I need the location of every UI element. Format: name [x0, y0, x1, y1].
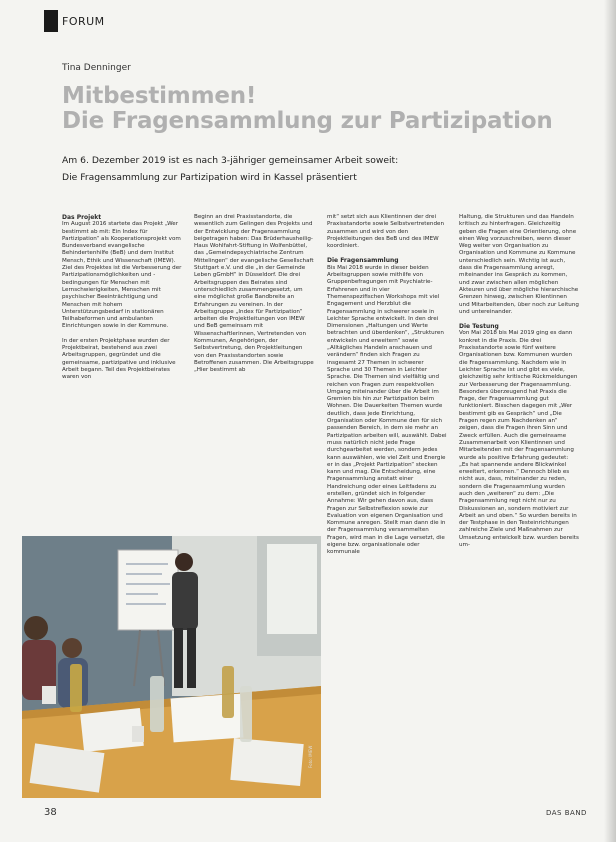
title-line-2: Die Fragensammlung zur Partizipation [62, 108, 553, 134]
article-lead [62, 152, 562, 186]
section-marker [44, 10, 58, 32]
text-column-1 [62, 214, 182, 389]
lead-line-1: Am 6. Dezember 2019 ist es nach 3-jähriger gemeinsamer Arbeit soweit: [62, 155, 399, 166]
photo-credit: Foto: IMEW [308, 745, 313, 768]
article-title [62, 84, 553, 134]
paragraph: Bis Mai 2018 wurde in dieser beiden Arbeitsgruppen sowie mithilfe von Gruppenbefragungen mit Psychiatrie-Erfahrenen und in vier Themenspezifischen Workshops mit viel Engagement und Herzblut die Fragensammlung in schwerer sowie in Leichter Sprache entwickelt. In den drei Dimensionen „Haltungen und Werte betrachten und überdenken“, „Strukturen entwickeln und erweitern“ sowie „Alltägliches Handeln anschauen und verändern“ finden sich Fragen zu insgesamt 27 Themen in schwerer Sprache und 30 Themen in Leichter Sprache. Die Themen sind vielfältig und reichen von Fragen zum respektvollen Umgang miteinander über die Arbeit im Gremien bis hin zur Partizipation beim Wohnen. Die Dauerkeiten Themen wurde deutlich, dass jede Einrichtung, Organisation oder Kommune den für sich passenden Bereich, in dem sie mehr an Partizipation arbeiten will, auswählt. Dabei muss natürlich nicht jede Frage durchgearbeitet werden, sondern jedes kann auswählen, wie viel Zeit und Energie er in das „Projekt Partizipation“ stecken kann und mag. Die Entscheidung, eine Fragensammlung anstatt einer Handreichung oder eines Leitfadens zu erstellen, gründet sich in folgender Annahme: Wir gehen davon aus, dass Fragen zur Selbstreflexion sowie zur Evaluation von eigenen Organisation und Kommune anregen. Stellt man dann die in der Fragensammlung versammelten Fragen, wird man in die Lage versetzt, die eigene bzw. organisationale oder kommunale [327, 264, 447, 556]
magazine-name: DAS BAND [546, 809, 587, 817]
title-line-1: Mitbestimmen! [62, 83, 257, 109]
paragraph: mit“ setzt sich aus Klientinnen der drei Praxisstandorte sowie Selbstvertretenden zusammen und wird von den Projektleitungen des BeB und des IMEW koordiniert. [327, 214, 445, 250]
page-number: 38 [44, 807, 57, 818]
paragraph: Beginn an drei Praxisstandorte, die wesentlich zum Gelingen des Projekts und der Entwicklung der Fragensammlung beigetragen haben: Das Brüderhausheilig-Haus Wohlfahrt-Stiftung in Wolfenbüttel, das „Gemeindepsychiatrische Zentrum Mittelingen“ der evangelische Gesellschaft Stuttgart e.V. und die „in der Gemeinde Leben gGmbH“ in Düsseldorf. Die drei Arbeitsgruppen des Beirates sind unterschiedlich zusammengesetzt, um eine möglichst große Bandbreite an Erfahrungen zu vereinen. In der Arbeitsgruppe „Index für Partizipation“ arbeiten die Projektleitungen von IMEW und BeB gemeinsam mit Wissenschaftlerinnen, Vertretenden von Kommunen, Angehörigen, der Selbstvertretung, den Projektleitungen von den Praxisstandorten sowie Betroffenen zusammen. Die Arbeitsgruppe „Hier bestimmt ab [194, 214, 314, 374]
heading-die-fragensammlung: Die Fragensammlung [327, 257, 399, 265]
text-column-3 [327, 214, 447, 564]
lead-line-2: Die Fragensammlung zur Partizipation wird in Kassel präsentiert [62, 172, 357, 183]
text-column-4 [459, 214, 579, 556]
page-edge-shadow [604, 0, 616, 842]
author-name: Tina Denninger [62, 63, 131, 73]
heading-die-testung: Die Testung [459, 323, 499, 331]
heading-das-projekt: Das Projekt [62, 214, 102, 221]
section-label: FORUM [62, 15, 105, 28]
paragraph: In der ersten Projektphase wurden der Projektbeirat, bestehend aus zwei Arbeitsgruppen, gegründet und die gemeinsame, partizipative und inklusive Arbeit begann. Teil des Projektbeirates waren von [62, 337, 176, 381]
workshop-scene-illustration [22, 536, 321, 798]
paragraph: Im August 2016 startete das Projekt „Wer bestimmt ab mit: Ein Index für Partizipation“ als Kooperationsprojekt vom Bundesverband evangelische Behindertenhilfe (BeB) und dem Institut Mensch, Ethik und Wissenschaft (IMEW). Ziel des Projektes ist die Verbesserung der Partizipationsmöglichkeiten und -bedingungen für Menschen mit Lernschwierigkeiten, Menschen mit psychischer Beeinträchtigung und Menschen mit hohem Unterstützungsbedarf in stationären Teilhabeformen und ambulanten Einrichtungen sowie in der Kommune. [62, 221, 182, 330]
workshop-photo [22, 536, 321, 798]
paragraph: Haltung, die Strukturen und das Handeln kritisch zu hinterfragen. Gleichzeitig geben die Fragen eine Orientierung, ohne einen Weg vorzuschreiben, wenn dieser Weg weiter von Organisation zu Organisation und Kommune zu Kommune unterschiedlich sein. Wichtig ist auch, dass die Fragensammlung anregt, miteinander ins Gespräch zu kommen, und zwar zwischen allen möglichen Akteuren und über mögliche hierarchische Grenzen hinweg, zwischen Klientinnen und Mitarbeitenden, über noch zur Leitung und untereinander. [459, 214, 579, 315]
text-column-2 [194, 214, 314, 382]
paragraph: Von Mai 2018 bis Mai 2019 ging es dann konkret in die Praxis. Die drei Praxisstandorte sowie fünf weitere Organisationen bzw. Kommunen wurden die Fragensammlung. Nachdem wie in Leichter Sprache ist und gibt es viele, gleichzeitig sehr kritische Rückmeldungen zur Verbesserung der Fragensammlung. Besonders überzeugend hat Praxis die Frage, der Fragensammlung gut funktioniert. Bisschen dagegen mit „Wer bestimmt gib es Gespräch“ und „Die Fragen regen zum Nachdenken an“ zeigen, dass die Fragen ihren Sinn und Zweck erfüllen. Auch die gemeinsame Zusammenarbeit von Klientinnen und Mitarbeitenden mit der Fragensammlung wurde als positive Erfahrung gedeutet: „Es hat spannende andere Blickwinkel erweitert, erkennen.“ Dennoch blieb es nicht aus, dass, miteinander zu reden, sondern die Fragensammlung wurden auch den „weiteren“ zu dem: „Die Fragensammlung regt nicht nur zu Diskussionen an, sondern motiviert zur Arbeit an und oben.“ So wurden bereits in der Testphase in den Testeinrichtungen zahlreiche Ziele und Maßnahmen zur Umsetzung entwickelt bzw. wurden bereits um- [459, 330, 579, 549]
